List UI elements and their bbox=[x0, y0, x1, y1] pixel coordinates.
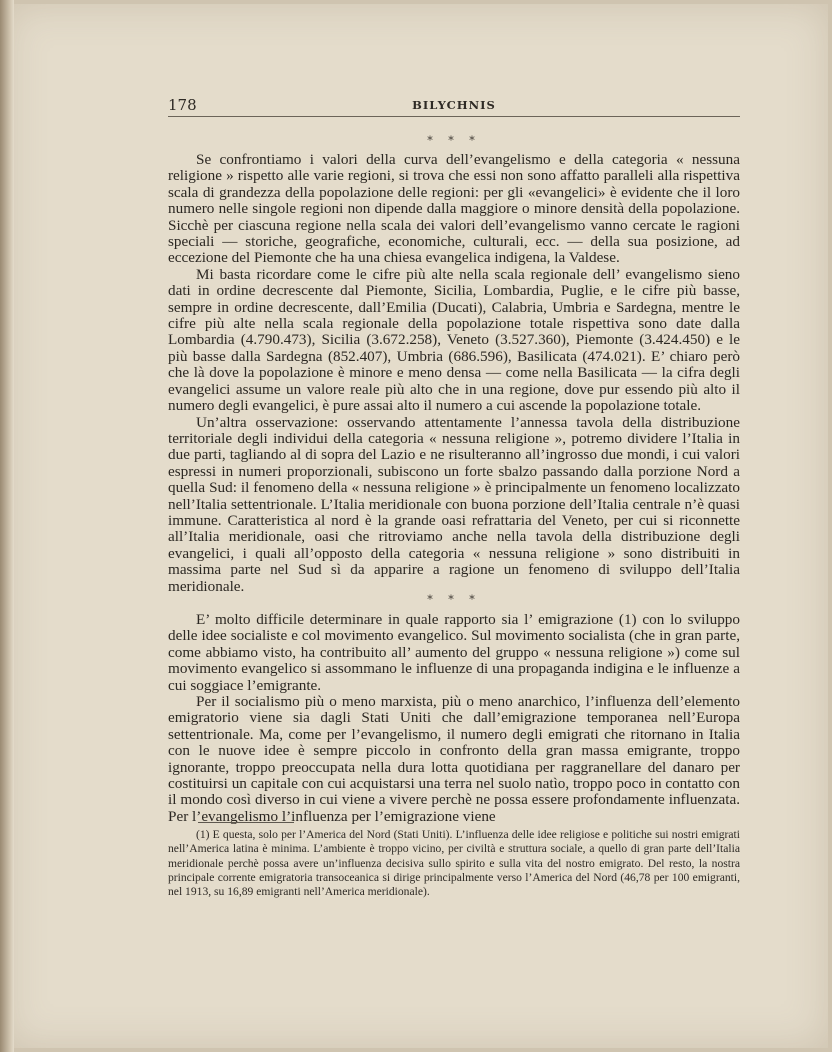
paragraph-1: Se confrontiamo i valori della curva dell’evangelismo e della categoria « nessuna religione » rispetto alle varie regioni, si trova che essi non sono affatto paralleli alla rispettiva scala di grandezza della popolazione delle regioni: per gli «evangelici» è evidente che il loro numero nelle singole regioni non dipende dalla maggiore o minore densità della popolazione. Sicchè per ciascuna regione nella scala dei valori dell’evangelismo vanno cercate le ragioni speciali — storiche, geografiche, economiche, culturali, ecc. — della sua posizione, ad eccezione del Piemonte che ha una chiesa evangelica indigena, la Valdese. bbox=[168, 151, 740, 267]
page-binding-edge bbox=[0, 0, 14, 1052]
paragraph-2: Mi basta ricordare come le cifre più alte nella scala regionale dell’ evangelismo sieno dati in ordine decrescente dal Piemonte, Sicilia, Lombardia, Puglie, e le cifre più basse, sempre in ordine decrescente, dall’Emilia (Ducati), Calabria, Umbria e Sardegna, mentre le cifre più alte nella scala regionale della popolazione totale rispettiva sono date dalla Lombardia (4.790.473), Sicilia (3.672.258), Veneto (3.527.360), Piemonte (3.424.450) e le più basse dalla Sardegna (852.407), Umbria (686.596), Basilicata (474.021). E’ chiaro però che là dove la popolazione è minore e meno densa — come nella Basilicata — la cifra degli evangelici assume un valore reale più alto che in una regione, dove pur essendo più alto il numero degli evangelici, è pure assai alto il numero a cui ascende la popolazione totale. bbox=[168, 265, 740, 415]
section-separator-2: * * * bbox=[427, 593, 481, 606]
journal-title: BILYCHNIS bbox=[412, 98, 496, 112]
section-2-text bbox=[168, 612, 740, 825]
section-1-text bbox=[168, 152, 740, 595]
paragraph-4: E’ molto difficile determinare in quale rapporto sia l’ emigrazione (1) con lo sviluppo delle idee socialiste e col movimento evangelico. Sul movimento socialista (che in gran parte, come abbiamo visto, ha contribuito all’ aumento del gruppo « nessuna religione ») come sul movimento evangelico si assommano le influenze di una propaganda indigina e le influenze a cui soggiace l’emigrante. bbox=[168, 611, 740, 694]
footnote-rule bbox=[198, 822, 294, 823]
section-separator-1: * * * bbox=[427, 134, 481, 147]
footnote-text: (1) E questa, solo per l’America del Nord (Stati Uniti). L’influenza delle idee religiose e politiche sui nostri emigrati nell’America latina è minima. L’ambiente è troppo vicino, per civiltà e struttura sociale, a quello di gran parte dell’Italia meridionale perchè possa avere un’influenza decisiva sullo spirito e sulla vita del nostro emigrato. Del resto, la nostra principale corrente emigratoria transoceanica si dirige principalmente verso l’America del Nord (46,78 per 100 emigranti, nel 1913, su 16,89 emigranti nell’America meridionale). bbox=[168, 828, 740, 899]
paragraph-3: Un’altra osservazione: osservando attentamente l’annessa tavola della distribuzione territoriale degli individui della categoria « nessuna religione », potremo dividere l’Italia in due parti, tagliando al di sopra del Lazio e ne risulteranno all’ingrosso due mondi, i cui valori espressi in numeri proporzionali, subiscono un forte sbalzo passando dalla porzione Nord a quella Sud: il fenomeno della « nessuna religione » è principalmente un fenomeno localizzato nell’Italia settentrionale. L’Italia meridionale con buona porzione dell’Italia centrale n’è quasi immune. Caratteristica al nord è la grande oasi refrattaria del Veneto, per cui si riconnette all’Italia meridionale, oasi che ritroviamo anche nella tavola della distribuzione degli evangelici, i quali all’opposto della categoria « nessuna religione » sono distribuiti in massima parte nel Sud sì da apparire a ragione un fenomeno di sviluppo dell’Italia meridionale. bbox=[168, 413, 740, 595]
running-header bbox=[168, 96, 740, 117]
page-number: 178 bbox=[168, 96, 197, 114]
footnote bbox=[168, 828, 740, 899]
paragraph-5: Per il socialismo più o meno marxista, più o meno anarchico, l’influenza dell’elemento emigratorio viene sia dagli Stati Uniti che dall’emigrazione temporanea nell’Europa settentrionale. Ma, come per l’evangelismo, il numero degli emigrati che ritornano in Italia con le nuove idee è sempre piccolo in confronto della gran massa emigrante, troppo ignorante, troppo preoccupata nella dura lotta quotidiana per raggranellare del danaro per costituirsi un capitale con cui acquistarsi una terra nel suolo natìo, troppo poco in contatto con il mondo così diverso in cui viene a vivere perchè ne possa essere profondamente influenzata. Per l’evangelismo l’influenza per l’emigrazione viene bbox=[168, 693, 740, 825]
